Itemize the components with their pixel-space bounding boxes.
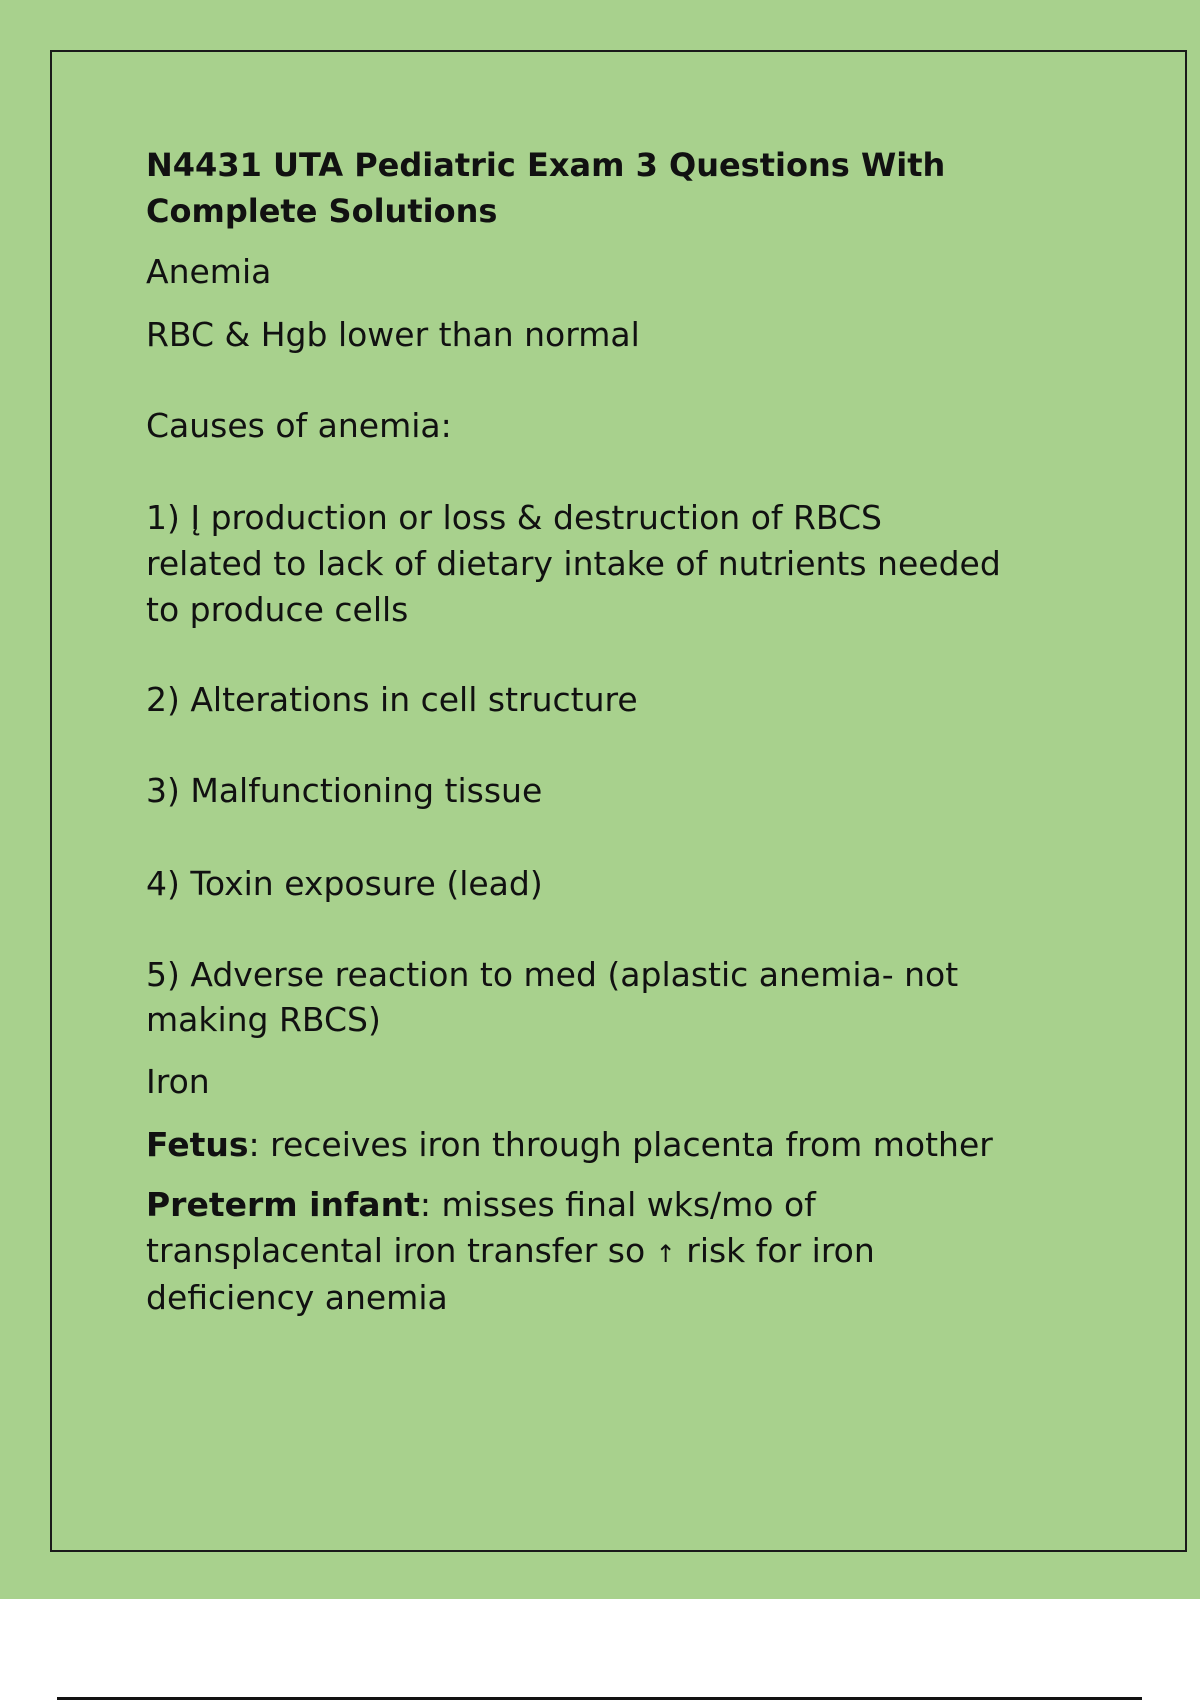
cause-2: 2) Alterations in cell structure — [146, 680, 638, 719]
fetus-line — [146, 1122, 993, 1168]
causes-heading: Causes of anemia: — [146, 406, 452, 445]
cause-1-line2: related to lack of dietary intake of nutrients needed — [146, 544, 1001, 583]
document-title-line1: N4431 UTA Pediatric Exam 3 Questions With — [146, 146, 946, 184]
cause-5-line1: 5) Adverse reaction to med (aplastic anemia- not — [146, 955, 959, 994]
cause-1-text: production or loss & destruction of RBCS — [200, 498, 882, 537]
preterm-line2 — [146, 1228, 875, 1277]
preterm-label: Preterm infant — [146, 1185, 420, 1224]
preterm-line2-text: transplacental iron transfer so — [146, 1231, 656, 1270]
preterm-line2-text-end: risk for iron — [675, 1231, 875, 1270]
cause-1-line1 — [146, 495, 882, 541]
term-anemia: Anemia — [146, 252, 272, 291]
preterm-text: : misses final wks/mo of — [419, 1185, 816, 1224]
cause-4: 4) Toxin exposure (lead) — [146, 864, 543, 903]
up-arrow-icon: ↑ — [655, 1240, 676, 1268]
down-arrow-symbol-icon: Į — [190, 498, 201, 537]
term-iron: Iron — [146, 1062, 210, 1101]
cause-3: 3) Malfunctioning tissue — [146, 771, 543, 810]
cause-5-line2: making RBCS) — [146, 1000, 381, 1039]
preterm-line1 — [146, 1182, 816, 1228]
cause-1-prefix: 1) — [146, 498, 191, 537]
document-title-line2: Complete Solutions — [146, 192, 498, 230]
fetus-text: : receives iron through placenta from mother — [248, 1125, 993, 1164]
preterm-line3: deficiency anemia — [146, 1278, 448, 1317]
cause-1-line3: to produce cells — [146, 590, 409, 629]
definition-anemia: RBC & Hgb lower than normal — [146, 315, 640, 354]
fetus-label: Fetus — [146, 1125, 249, 1164]
